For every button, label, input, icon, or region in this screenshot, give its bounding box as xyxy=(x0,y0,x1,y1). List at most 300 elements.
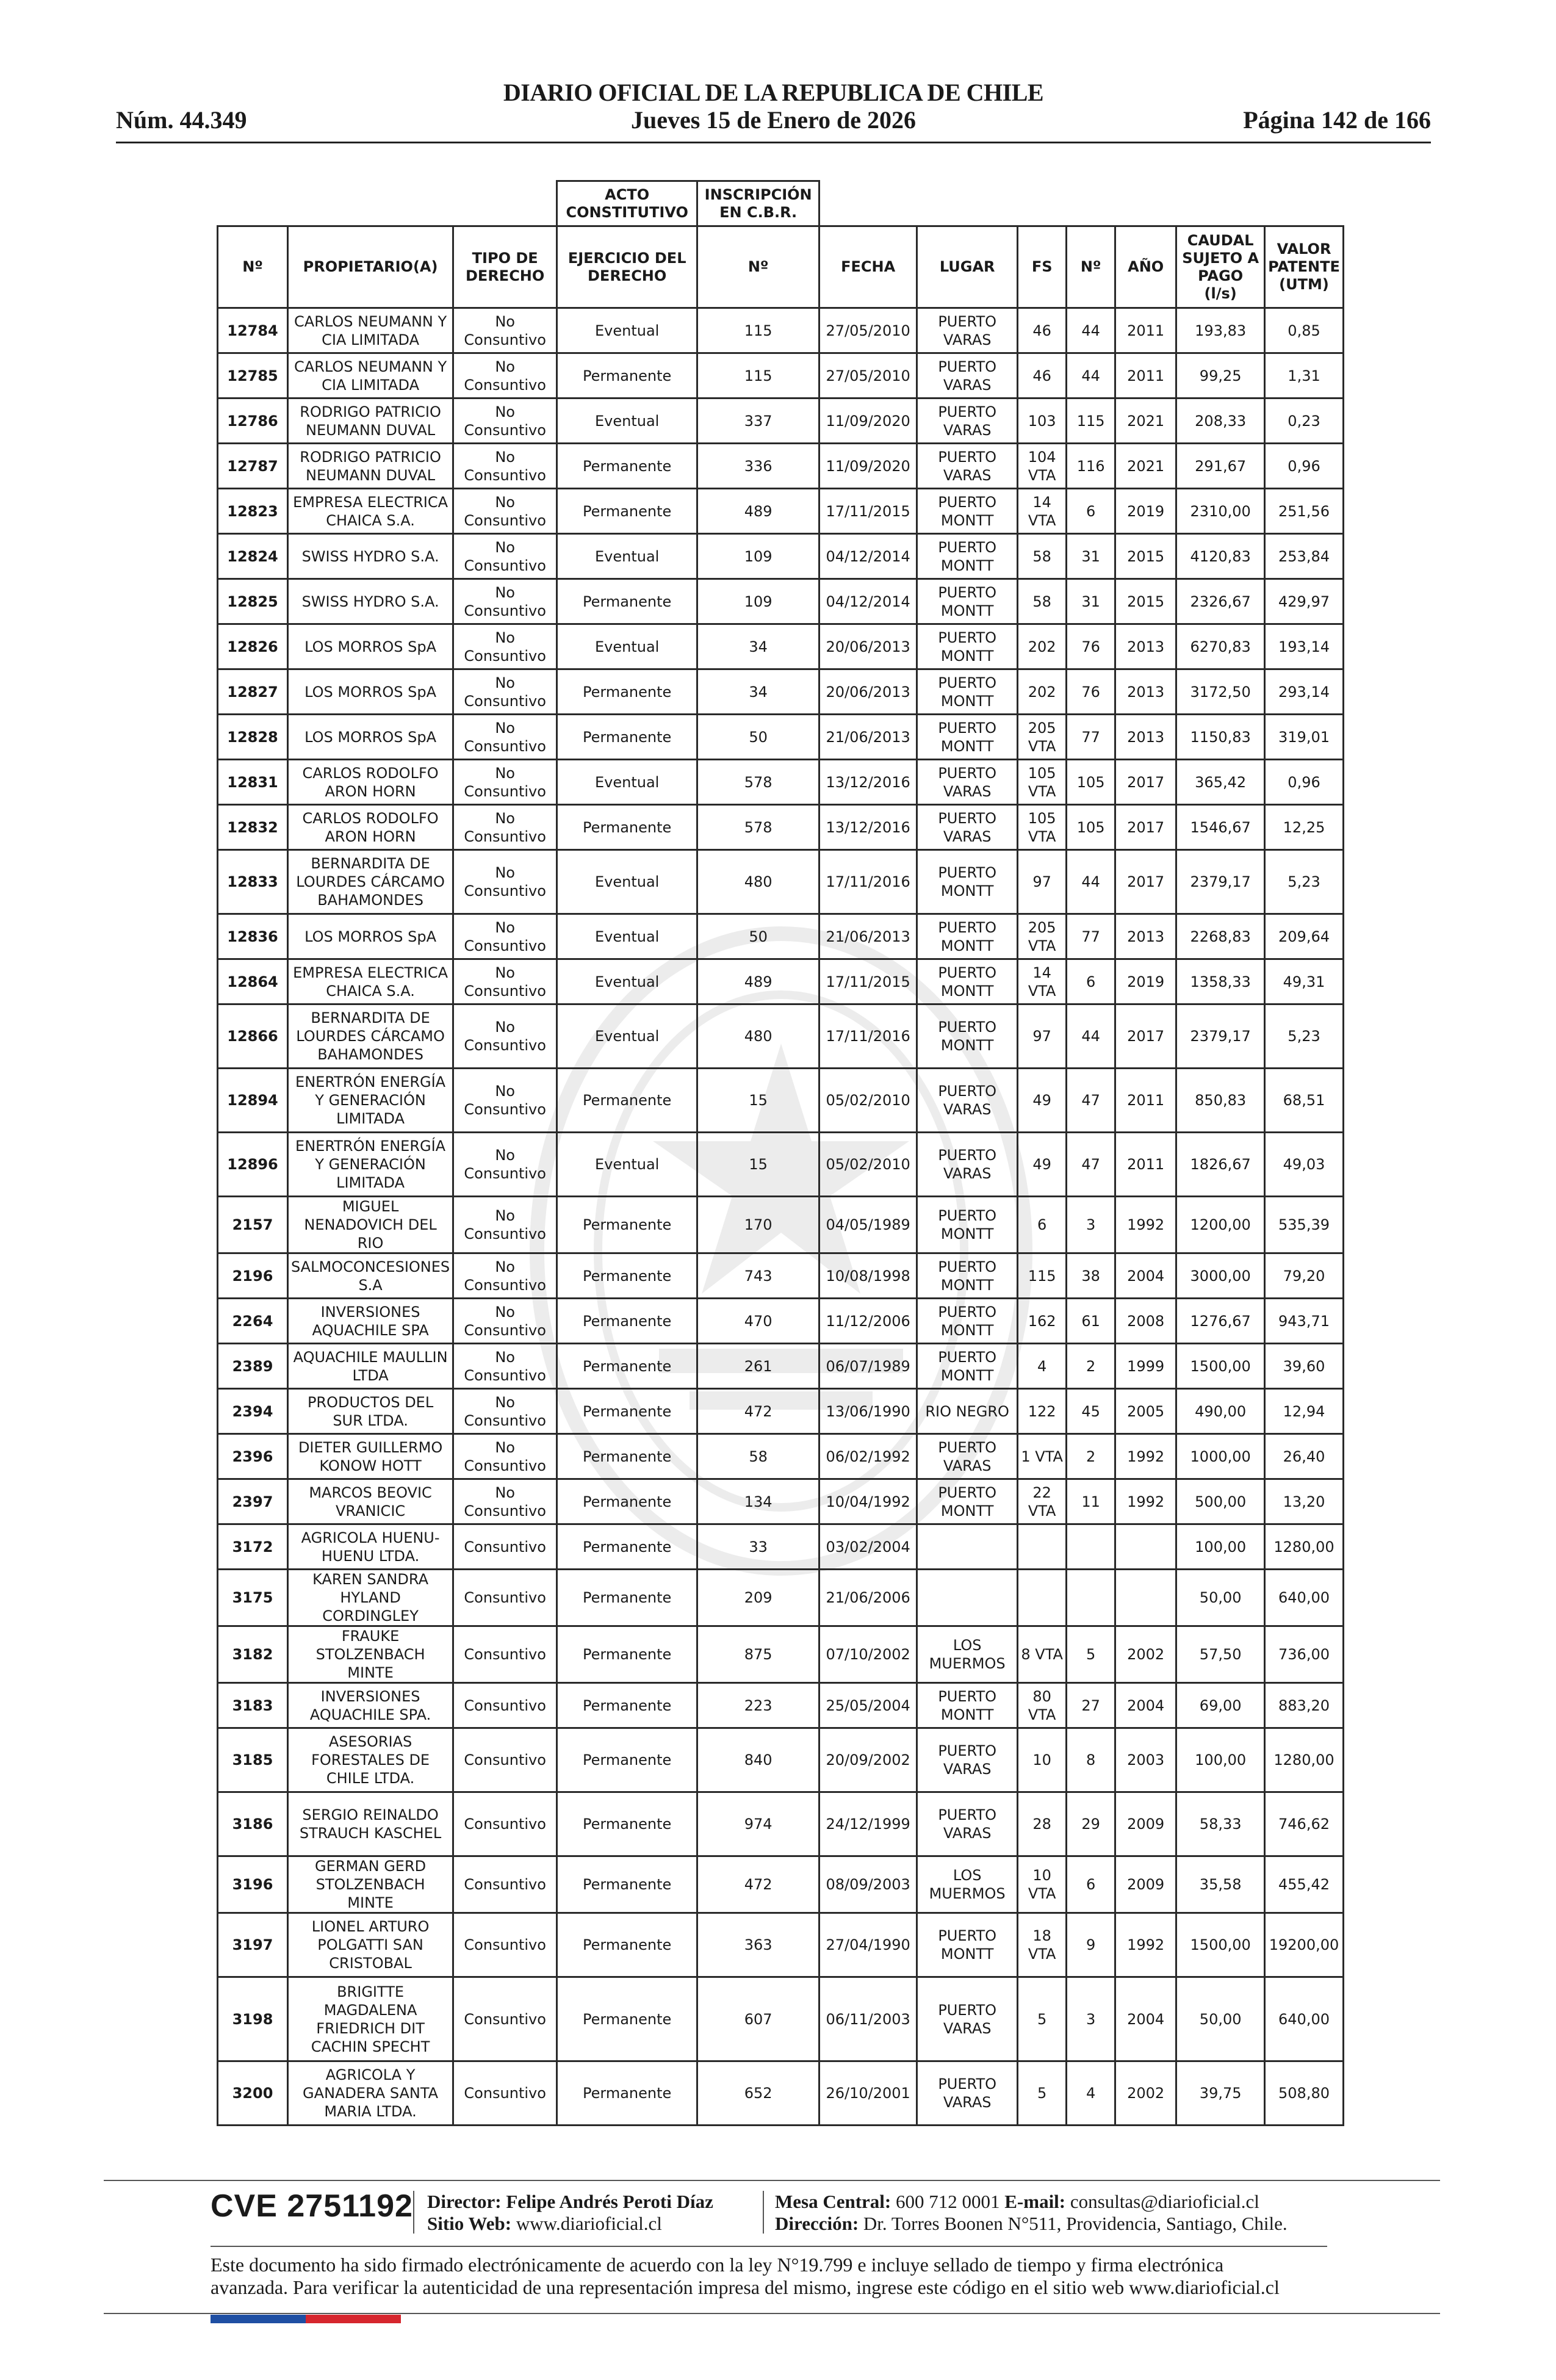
cell-lugar: PUERTO MONTT xyxy=(917,959,1018,1004)
col-header-n2: Nº xyxy=(1067,226,1115,308)
legal-line-2: avanzada. Para verificar la autenticidad de una representación impresa del mismo, ingrese este código en el sitio web www.diarioficial.cl xyxy=(211,2276,1280,2298)
cell-fs: 97 xyxy=(1018,850,1067,914)
cell-numero: 578 xyxy=(697,760,819,805)
cell-ejercicio: Permanente xyxy=(557,1570,697,1626)
cell-propietario: CARLOS NEUMANN Y CIA LIMITADA xyxy=(288,308,453,353)
cell-propietario: CARLOS RODOLFO ARON HORN xyxy=(288,760,453,805)
cell-anio: 2005 xyxy=(1115,1389,1176,1434)
cell-n2: 61 xyxy=(1067,1299,1115,1344)
cell-n2: 77 xyxy=(1067,715,1115,760)
table-row xyxy=(218,1626,1344,1683)
cell-numero: 472 xyxy=(697,1856,819,1913)
cell-tipo: No Consuntivo xyxy=(453,1389,557,1434)
col-header-caudal: CAUDAL SUJETO A PAGO (l/s) xyxy=(1176,226,1265,308)
cell-valor: 26,40 xyxy=(1265,1434,1344,1479)
cell-n: 12896 xyxy=(218,1133,288,1197)
cell-n2: 38 xyxy=(1067,1253,1115,1299)
cell-tipo: No Consuntivo xyxy=(453,715,557,760)
cell-fecha: 27/04/1990 xyxy=(819,1913,917,1977)
cell-propietario: EMPRESA ELECTRICA CHAICA S.A. xyxy=(288,959,453,1004)
cell-n: 12836 xyxy=(218,914,288,959)
cell-ejercicio: Permanente xyxy=(557,1977,697,2061)
cell-anio: 2017 xyxy=(1115,805,1176,850)
cell-fecha: 17/11/2016 xyxy=(819,1004,917,1069)
cell-ejercicio: Permanente xyxy=(557,2061,697,2126)
flag-bar xyxy=(211,2315,401,2323)
cell-n2: 44 xyxy=(1067,850,1115,914)
cell-propietario: BERNARDITA DE LOURDES CÁRCAMO BAHAMONDES xyxy=(288,850,453,914)
cell-fecha: 13/12/2016 xyxy=(819,760,917,805)
cell-valor: 251,56 xyxy=(1265,489,1344,534)
cell-numero: 472 xyxy=(697,1389,819,1434)
cell-fs: 162 xyxy=(1018,1299,1067,1344)
cell-lugar: PUERTO MONTT xyxy=(917,1197,1018,1253)
cell-fecha: 07/10/2002 xyxy=(819,1626,917,1683)
cell-caudal: 2379,17 xyxy=(1176,850,1265,914)
cell-n2: 45 xyxy=(1067,1389,1115,1434)
cell-fecha: 26/10/2001 xyxy=(819,2061,917,2126)
group-header-inscripcion: INSCRIPCIÓN EN C.B.R. xyxy=(697,181,819,226)
cell-numero: 170 xyxy=(697,1197,819,1253)
cell-fs: 105 VTA xyxy=(1018,805,1067,850)
col-header-fecha: FECHA xyxy=(819,226,917,308)
cell-tipo: No Consuntivo xyxy=(453,1479,557,1524)
cell-anio: 2013 xyxy=(1115,669,1176,715)
cell-anio: 2011 xyxy=(1115,353,1176,398)
cell-numero: 34 xyxy=(697,624,819,669)
cell-ejercicio: Permanente xyxy=(557,1434,697,1479)
cell-propietario: MIGUEL NENADOVICH DEL RIO xyxy=(288,1197,453,1253)
cell-ejercicio: Permanente xyxy=(557,1197,697,1253)
cell-n: 12828 xyxy=(218,715,288,760)
cell-fs: 205 VTA xyxy=(1018,914,1067,959)
cell-fs: 49 xyxy=(1018,1133,1067,1197)
cell-propietario: AGRICOLA Y GANADERA SANTA MARIA LTDA. xyxy=(288,2061,453,2126)
cell-valor: 0,85 xyxy=(1265,308,1344,353)
cell-valor: 319,01 xyxy=(1265,715,1344,760)
cell-tipo: Consuntivo xyxy=(453,1856,557,1913)
cell-n: 3196 xyxy=(218,1856,288,1913)
cell-anio: 2009 xyxy=(1115,1856,1176,1913)
contact-block xyxy=(775,2191,1288,2235)
cell-ejercicio: Permanente xyxy=(557,1792,697,1856)
cell-ejercicio: Permanente xyxy=(557,353,697,398)
table-row xyxy=(218,1434,1344,1479)
cell-propietario: SERGIO REINALDO STRAUCH KASCHEL xyxy=(288,1792,453,1856)
cell-lugar: PUERTO MONTT xyxy=(917,1253,1018,1299)
cell-n: 12832 xyxy=(218,805,288,850)
cell-ejercicio: Eventual xyxy=(557,850,697,914)
cell-tipo: No Consuntivo xyxy=(453,1299,557,1344)
cell-n: 12833 xyxy=(218,850,288,914)
table-row xyxy=(218,1977,1344,2061)
cell-numero: 337 xyxy=(697,398,819,444)
cell-caudal: 1546,67 xyxy=(1176,805,1265,850)
cell-tipo: No Consuntivo xyxy=(453,398,557,444)
cell-anio: 2002 xyxy=(1115,1626,1176,1683)
cell-valor: 1280,00 xyxy=(1265,1524,1344,1570)
cell-fecha: 10/08/1998 xyxy=(819,1253,917,1299)
cell-fecha: 03/02/2004 xyxy=(819,1524,917,1570)
table-row xyxy=(218,1069,1344,1133)
cell-fs: 58 xyxy=(1018,579,1067,624)
footer-divider-bottom xyxy=(104,2313,1440,2314)
cell-propietario: RODRIGO PATRICIO NEUMANN DUVAL xyxy=(288,398,453,444)
cell-n2: 105 xyxy=(1067,760,1115,805)
email-link[interactable]: consultas@diarioficial.cl xyxy=(1070,2191,1259,2212)
cell-numero: 974 xyxy=(697,1792,819,1856)
cell-propietario: ENERTRÓN ENERGÍA Y GENERACIÓN LIMITADA xyxy=(288,1069,453,1133)
cell-caudal: 1358,33 xyxy=(1176,959,1265,1004)
cell-lugar xyxy=(917,1524,1018,1570)
cell-ejercicio: Permanente xyxy=(557,1479,697,1524)
cell-tipo: Consuntivo xyxy=(453,1683,557,1728)
cell-propietario: KAREN SANDRA HYLAND CORDINGLEY xyxy=(288,1570,453,1626)
cell-propietario: GERMAN GERD STOLZENBACH MINTE xyxy=(288,1856,453,1913)
cell-numero: 480 xyxy=(697,1004,819,1069)
cell-tipo: No Consuntivo xyxy=(453,1434,557,1479)
cell-anio: 1992 xyxy=(1115,1434,1176,1479)
cell-lugar: PUERTO VARAS xyxy=(917,398,1018,444)
cell-lugar: PUERTO MONTT xyxy=(917,534,1018,579)
table-row xyxy=(218,308,1344,353)
cell-tipo: No Consuntivo xyxy=(453,1004,557,1069)
cell-valor: 0,96 xyxy=(1265,760,1344,805)
cell-caudal: 50,00 xyxy=(1176,1977,1265,2061)
cell-tipo: No Consuntivo xyxy=(453,444,557,489)
cell-propietario: SWISS HYDRO S.A. xyxy=(288,534,453,579)
cell-fs xyxy=(1018,1570,1067,1626)
cell-caudal: 2326,67 xyxy=(1176,579,1265,624)
cell-n2: 27 xyxy=(1067,1683,1115,1728)
cell-fecha: 05/02/2010 xyxy=(819,1069,917,1133)
cell-n2: 3 xyxy=(1067,1977,1115,2061)
cell-valor: 39,60 xyxy=(1265,1344,1344,1389)
cell-numero: 34 xyxy=(697,669,819,715)
group-header-acto: ACTO CONSTITUTIVO xyxy=(557,181,697,226)
cell-ejercicio: Eventual xyxy=(557,534,697,579)
contact-separator xyxy=(763,2191,764,2234)
cell-ejercicio: Eventual xyxy=(557,1004,697,1069)
cell-fs: 6 xyxy=(1018,1197,1067,1253)
cell-propietario: EMPRESA ELECTRICA CHAICA S.A. xyxy=(288,489,453,534)
cell-numero: 223 xyxy=(697,1683,819,1728)
cell-caudal: 57,50 xyxy=(1176,1626,1265,1683)
cve-code: CVE 2751192 xyxy=(211,2188,413,2224)
cell-valor: 0,23 xyxy=(1265,398,1344,444)
cell-valor: 535,39 xyxy=(1265,1197,1344,1253)
cell-fs xyxy=(1018,1524,1067,1570)
col-header-lugar: LUGAR xyxy=(917,226,1018,308)
cell-valor: 79,20 xyxy=(1265,1253,1344,1299)
table-row xyxy=(218,1728,1344,1792)
col-header-tipo: TIPO DE DERECHO xyxy=(453,226,557,308)
cell-fecha: 11/12/2006 xyxy=(819,1299,917,1344)
cell-valor: 193,14 xyxy=(1265,624,1344,669)
cell-valor: 19200,00 xyxy=(1265,1913,1344,1977)
cell-anio: 2011 xyxy=(1115,1069,1176,1133)
cell-propietario: DIETER GUILLERMO KONOW HOTT xyxy=(288,1434,453,1479)
cell-ejercicio: Permanente xyxy=(557,489,697,534)
cell-caudal: 3172,50 xyxy=(1176,669,1265,715)
cell-n2 xyxy=(1067,1570,1115,1626)
cell-propietario: ENERTRÓN ENERGÍA Y GENERACIÓN LIMITADA xyxy=(288,1133,453,1197)
footer-divider-top xyxy=(104,2180,1440,2181)
cell-lugar xyxy=(917,1570,1018,1626)
table-body xyxy=(218,308,1344,2126)
cell-anio: 2004 xyxy=(1115,1977,1176,2061)
cell-fecha: 21/06/2013 xyxy=(819,914,917,959)
cell-n2: 5 xyxy=(1067,1626,1115,1683)
cell-anio: 2017 xyxy=(1115,850,1176,914)
cell-fecha: 04/12/2014 xyxy=(819,534,917,579)
cell-n: 3175 xyxy=(218,1570,288,1626)
cell-fs: 205 VTA xyxy=(1018,715,1067,760)
cell-lugar: PUERTO VARAS xyxy=(917,760,1018,805)
cell-anio: 1992 xyxy=(1115,1479,1176,1524)
cell-propietario: AGRICOLA HUENU-HUENU LTDA. xyxy=(288,1524,453,1570)
cell-numero: 115 xyxy=(697,308,819,353)
cell-propietario: LOS MORROS SpA xyxy=(288,669,453,715)
cell-n2: 47 xyxy=(1067,1133,1115,1197)
cell-fs: 5 xyxy=(1018,2061,1067,2126)
cell-numero: 261 xyxy=(697,1344,819,1389)
cell-n2: 2 xyxy=(1067,1344,1115,1389)
cell-fecha: 04/05/1989 xyxy=(819,1197,917,1253)
cell-fecha: 20/06/2013 xyxy=(819,624,917,669)
cell-anio: 2003 xyxy=(1115,1728,1176,1792)
cell-fs: 97 xyxy=(1018,1004,1067,1069)
publication-title: DIARIO OFICIAL DE LA REPUBLICA DE CHILE xyxy=(503,79,1044,106)
cell-anio: 2004 xyxy=(1115,1683,1176,1728)
cell-fs: 8 VTA xyxy=(1018,1626,1067,1683)
table-row xyxy=(218,669,1344,715)
cell-n: 2157 xyxy=(218,1197,288,1253)
cell-numero: 578 xyxy=(697,805,819,850)
cell-tipo: No Consuntivo xyxy=(453,1197,557,1253)
email-label: E-mail: xyxy=(1004,2191,1066,2212)
cell-lugar: PUERTO MONTT xyxy=(917,489,1018,534)
cell-ejercicio: Eventual xyxy=(557,398,697,444)
cell-numero: 743 xyxy=(697,1253,819,1299)
cell-valor: 5,23 xyxy=(1265,850,1344,914)
cell-anio: 2019 xyxy=(1115,959,1176,1004)
cell-valor: 455,42 xyxy=(1265,1856,1344,1913)
cell-numero: 489 xyxy=(697,489,819,534)
cell-valor: 640,00 xyxy=(1265,1570,1344,1626)
table-row xyxy=(218,760,1344,805)
cell-tipo: No Consuntivo xyxy=(453,760,557,805)
cell-fecha: 10/04/1992 xyxy=(819,1479,917,1524)
cell-caudal: 50,00 xyxy=(1176,1570,1265,1626)
cell-fs: 46 xyxy=(1018,353,1067,398)
cell-numero: 363 xyxy=(697,1913,819,1977)
cell-caudal: 3000,00 xyxy=(1176,1253,1265,1299)
cell-ejercicio: Permanente xyxy=(557,1913,697,1977)
cell-n: 12787 xyxy=(218,444,288,489)
page-header xyxy=(116,73,1431,143)
cell-caudal: 1000,00 xyxy=(1176,1434,1265,1479)
cell-valor: 1,31 xyxy=(1265,353,1344,398)
cell-ejercicio: Permanente xyxy=(557,444,697,489)
cell-n2: 105 xyxy=(1067,805,1115,850)
cell-tipo: No Consuntivo xyxy=(453,669,557,715)
cell-lugar: RIO NEGRO xyxy=(917,1389,1018,1434)
cell-ejercicio: Permanente xyxy=(557,1856,697,1913)
issue-date: Jueves 15 de Enero de 2026 xyxy=(630,106,917,134)
cell-lugar: PUERTO VARAS xyxy=(917,1792,1018,1856)
cell-lugar: PUERTO MONTT xyxy=(917,1683,1018,1728)
cell-fecha: 13/12/2016 xyxy=(819,805,917,850)
cell-anio: 2002 xyxy=(1115,2061,1176,2126)
cell-fecha: 20/06/2013 xyxy=(819,669,917,715)
flag-red-stripe xyxy=(306,2315,401,2323)
cell-tipo: No Consuntivo xyxy=(453,1253,557,1299)
cell-tipo: Consuntivo xyxy=(453,1792,557,1856)
cell-propietario: MARCOS BEOVIC VRANICIC xyxy=(288,1479,453,1524)
cell-fs: 4 xyxy=(1018,1344,1067,1389)
cell-lugar: PUERTO MONTT xyxy=(917,624,1018,669)
cell-propietario: BRIGITTE MAGDALENA FRIEDRICH DIT CACHIN SPECHT xyxy=(288,1977,453,2061)
cell-n2: 8 xyxy=(1067,1728,1115,1792)
footer-divider-mid xyxy=(211,2246,1327,2247)
table-row xyxy=(218,914,1344,959)
issue-number: Núm. 44.349 xyxy=(116,106,247,134)
cell-n: 2397 xyxy=(218,1479,288,1524)
cell-n: 12866 xyxy=(218,1004,288,1069)
cell-valor: 209,64 xyxy=(1265,914,1344,959)
col-header-n: Nº xyxy=(218,226,288,308)
cell-n: 12824 xyxy=(218,534,288,579)
cell-ejercicio: Eventual xyxy=(557,914,697,959)
col-header-anio: AÑO xyxy=(1115,226,1176,308)
cell-valor: 13,20 xyxy=(1265,1479,1344,1524)
cell-propietario: CARLOS RODOLFO ARON HORN xyxy=(288,805,453,850)
table-row xyxy=(218,959,1344,1004)
cell-numero: 652 xyxy=(697,2061,819,2126)
cell-numero: 875 xyxy=(697,1626,819,1683)
cell-fs: 14 VTA xyxy=(1018,959,1067,1004)
cell-ejercicio: Eventual xyxy=(557,1133,697,1197)
cell-fs: 122 xyxy=(1018,1389,1067,1434)
table-row xyxy=(218,444,1344,489)
cell-fs: 80 VTA xyxy=(1018,1683,1067,1728)
cell-fecha: 20/09/2002 xyxy=(819,1728,917,1792)
cell-valor: 746,62 xyxy=(1265,1792,1344,1856)
cell-lugar: PUERTO MONTT xyxy=(917,1299,1018,1344)
cell-fecha: 21/06/2006 xyxy=(819,1570,917,1626)
cell-n2: 44 xyxy=(1067,1004,1115,1069)
cell-lugar: PUERTO MONTT xyxy=(917,1913,1018,1977)
cell-fs: 49 xyxy=(1018,1069,1067,1133)
cell-numero: 50 xyxy=(697,914,819,959)
cell-anio: 2017 xyxy=(1115,1004,1176,1069)
cell-ejercicio: Permanente xyxy=(557,1626,697,1683)
table-row xyxy=(218,715,1344,760)
cell-tipo: Consuntivo xyxy=(453,1524,557,1570)
cell-caudal: 291,67 xyxy=(1176,444,1265,489)
cell-fecha: 27/05/2010 xyxy=(819,353,917,398)
cell-tipo: No Consuntivo xyxy=(453,624,557,669)
cell-lugar: PUERTO MONTT xyxy=(917,1479,1018,1524)
cell-n: 3186 xyxy=(218,1792,288,1856)
col-header-valor: VALOR PATENTE (UTM) xyxy=(1265,226,1344,308)
web-link[interactable]: www.diarioficial.cl xyxy=(516,2213,662,2234)
cell-ejercicio: Permanente xyxy=(557,669,697,715)
cell-n: 2396 xyxy=(218,1434,288,1479)
cell-propietario: BERNARDITA DE LOURDES CÁRCAMO BAHAMONDES xyxy=(288,1004,453,1069)
cell-caudal: 1500,00 xyxy=(1176,1344,1265,1389)
cell-tipo: No Consuntivo xyxy=(453,959,557,1004)
director-block xyxy=(427,2191,713,2235)
cell-fs: 115 xyxy=(1018,1253,1067,1299)
cell-anio: 2011 xyxy=(1115,308,1176,353)
cell-n: 12864 xyxy=(218,959,288,1004)
cell-n: 12785 xyxy=(218,353,288,398)
legal-notice xyxy=(211,2254,1370,2299)
cell-numero: 109 xyxy=(697,579,819,624)
cell-n: 3200 xyxy=(218,2061,288,2126)
cell-n2: 6 xyxy=(1067,489,1115,534)
cell-anio: 2013 xyxy=(1115,715,1176,760)
cell-anio: 1992 xyxy=(1115,1197,1176,1253)
cell-valor: 49,31 xyxy=(1265,959,1344,1004)
cell-numero: 58 xyxy=(697,1434,819,1479)
cell-numero: 115 xyxy=(697,353,819,398)
cell-n2: 2 xyxy=(1067,1434,1115,1479)
cell-numero: 607 xyxy=(697,1977,819,2061)
table-row xyxy=(218,1856,1344,1913)
cell-lugar: PUERTO VARAS xyxy=(917,353,1018,398)
table-row xyxy=(218,398,1344,444)
cell-n: 12784 xyxy=(218,308,288,353)
cell-n: 2264 xyxy=(218,1299,288,1344)
cell-lugar: PUERTO MONTT xyxy=(917,850,1018,914)
cell-tipo: No Consuntivo xyxy=(453,489,557,534)
cell-numero: 109 xyxy=(697,534,819,579)
page-number: Página 142 de 166 xyxy=(1243,106,1431,134)
col-header-propietario: PROPIETARIO(A) xyxy=(288,226,453,308)
cell-n2: 4 xyxy=(1067,2061,1115,2126)
cve-separator xyxy=(413,2191,414,2234)
cell-n: 2389 xyxy=(218,1344,288,1389)
table-row xyxy=(218,850,1344,914)
cell-propietario: SALMOCONCESIONES S.A xyxy=(288,1253,453,1299)
mesa-phone: 600 712 0001 xyxy=(896,2191,1000,2212)
cell-ejercicio: Permanente xyxy=(557,1683,697,1728)
cell-n: 12823 xyxy=(218,489,288,534)
cell-lugar: PUERTO VARAS xyxy=(917,1728,1018,1792)
cell-ejercicio: Permanente xyxy=(557,805,697,850)
cell-numero: 33 xyxy=(697,1524,819,1570)
table-row xyxy=(218,805,1344,850)
cell-tipo: Consuntivo xyxy=(453,1728,557,1792)
cell-n: 2394 xyxy=(218,1389,288,1434)
cell-caudal: 35,58 xyxy=(1176,1856,1265,1913)
cell-fs: 10 VTA xyxy=(1018,1856,1067,1913)
table-row xyxy=(218,1683,1344,1728)
cell-lugar: PUERTO MONTT xyxy=(917,1344,1018,1389)
table-row xyxy=(218,1133,1344,1197)
cell-anio: 2019 xyxy=(1115,489,1176,534)
direccion-label: Dirección: xyxy=(775,2213,859,2234)
cell-n: 3185 xyxy=(218,1728,288,1792)
col-header-fs: FS xyxy=(1018,226,1067,308)
cell-ejercicio: Permanente xyxy=(557,579,697,624)
water-rights-table xyxy=(217,180,1344,2126)
cell-fecha: 21/06/2013 xyxy=(819,715,917,760)
cell-numero: 134 xyxy=(697,1479,819,1524)
